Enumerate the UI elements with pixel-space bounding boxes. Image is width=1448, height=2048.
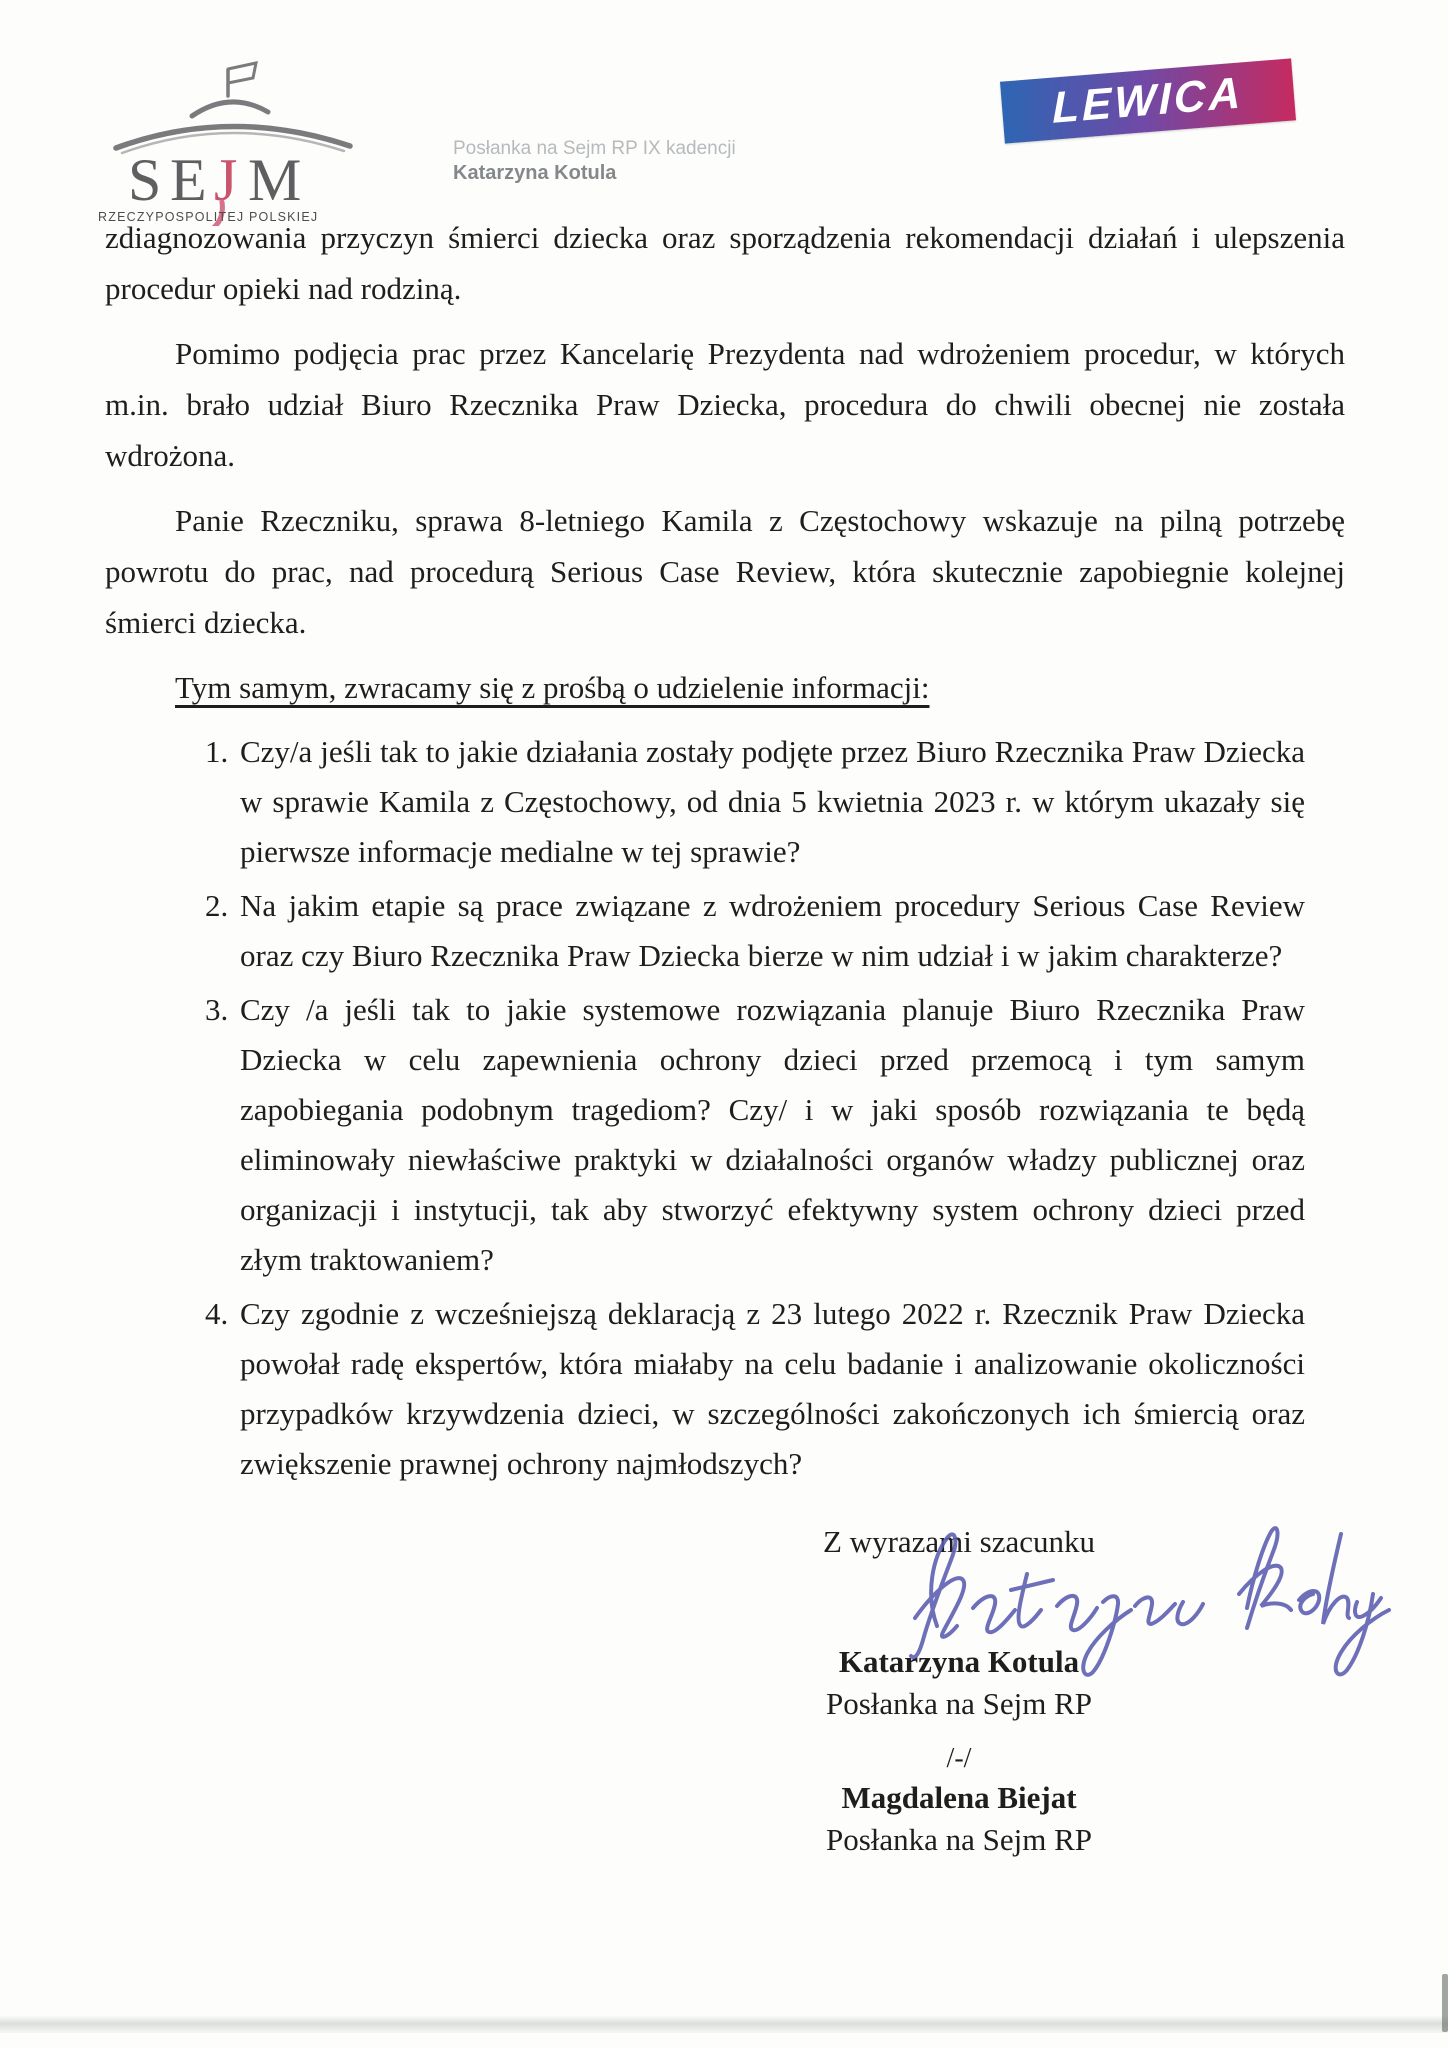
sejm-letter-e: E — [170, 147, 207, 213]
proxy-mark: /-/ — [946, 1743, 972, 1774]
sejm-dome-icon — [108, 58, 358, 226]
closing-block — [754, 1516, 1164, 1861]
lewica-logo — [1000, 58, 1296, 143]
scan-edge-mark — [1442, 1974, 1448, 2032]
sejm-subtitle: RZECZYPOSPOLITEJ POLSKIEJ — [98, 210, 319, 224]
sejm-logo — [98, 58, 368, 224]
signer-1-name: Katarzyna Kotula — [838, 1644, 1080, 1679]
sejm-letter-j: J — [214, 147, 238, 213]
sejm-letter-m: M — [248, 147, 302, 213]
list-item-marker: 1. — [205, 734, 229, 769]
dome-arc — [192, 102, 268, 116]
sender-role: Posłanka na Sejm RP IX kadencji — [453, 138, 736, 159]
list-item — [105, 881, 1305, 981]
scan-edge-shadow — [0, 2016, 1448, 2033]
sender-name: Katarzyna Kotula — [453, 162, 617, 184]
question-list — [105, 727, 1345, 1489]
list-item-text: Czy /a jeśli tak to jakie systemowe rozwiązania planuje Biuro Rzecznika Praw Dziecka w celu zapewnienia ochrony dzieci przed przemocą i tym samym zapobiegania podobnym tragediom? Czy/ i w jaki sposób rozwiązania te będą eliminowały niewłaściwe praktyki w działalności organów władzy publicznej oraz organizacji i instytucji, tak aby stworzyć efektywny system ochrony dzieci przed złym traktowaniem? — [240, 992, 1305, 1277]
list-item-text: Na jakim etapie są prace związane z wdrożeniem procedury Serious Case Review oraz czy Biuro Rzecznika Praw Dziecka bierze w nim udział i w jakim charakterze? — [240, 888, 1305, 973]
sejm-letter-s: S — [128, 147, 162, 213]
request-heading-text: Tym samym, zwracamy się z prośbą o udzielenie informacji: — [175, 670, 930, 705]
signer-2-name: Magdalena Biejat — [841, 1780, 1077, 1815]
paragraph-continuation: zdiagnozowania przyczyn śmierci dziecka oraz sporządzenia rekomendacji działań i ulepszenia procedur opieki nad rodziną. — [105, 220, 1345, 306]
list-item — [105, 985, 1305, 1285]
sender-block — [453, 136, 736, 186]
signature-space — [754, 1567, 1164, 1641]
flag-icon — [228, 63, 256, 83]
signer-1-title: Posłanka na Sejm RP — [825, 1686, 1093, 1721]
list-item-text: Czy zgodnie z wcześniejszą deklaracją z 23 lutego 2022 r. Rzecznik Praw Dziecka powołał radę ekspertów, która miałaby na celu badanie i analizowanie okoliczności przypadków krzywdzenia dzieci, w szczególności zakończonych ich śmiercią oraz zwiększenie prawnej ochrony najmłodszych? — [240, 1296, 1305, 1481]
signer-2-title: Posłanka na Sejm RP — [825, 1822, 1093, 1857]
list-item — [105, 727, 1305, 877]
lewica-logo-text: LEWICA — [1052, 68, 1244, 133]
list-item-marker: 4. — [205, 1296, 229, 1331]
request-heading — [105, 662, 1345, 713]
list-item-text: Czy/a jeśli tak to jakie działania zostały podjęte przez Biuro Rzecznika Praw Dziecka w sprawie Kamila z Częstochowy, od dnia 5 kwietnia 2023 r. w którym ukazały się pierwsze informacje medialne w tej sprawie? — [240, 734, 1305, 869]
list-item-marker: 2. — [205, 888, 229, 923]
list-item-marker: 3. — [205, 992, 229, 1027]
paragraph-2: Pomimo podjęcia prac przez Kancelarię Prezydenta nad wdrożeniem procedur, w których m.in. brało udział Biuro Rzecznika Praw Dziecka, procedura do chwili obecnej nie została wdrożona. — [105, 336, 1345, 473]
salutation: Z wyrazami szacunku — [823, 1524, 1095, 1559]
list-item — [105, 1289, 1305, 1489]
letter-body — [105, 212, 1345, 1861]
paragraph-3: Panie Rzeczniku, sprawa 8-letniego Kamila z Częstochowy wskazuje na pilną potrzebę powrotu do prac, nad procedurą Serious Case Review, która skutecznie zapobiegnie kolejnej śmierci dziecka. — [105, 503, 1345, 640]
